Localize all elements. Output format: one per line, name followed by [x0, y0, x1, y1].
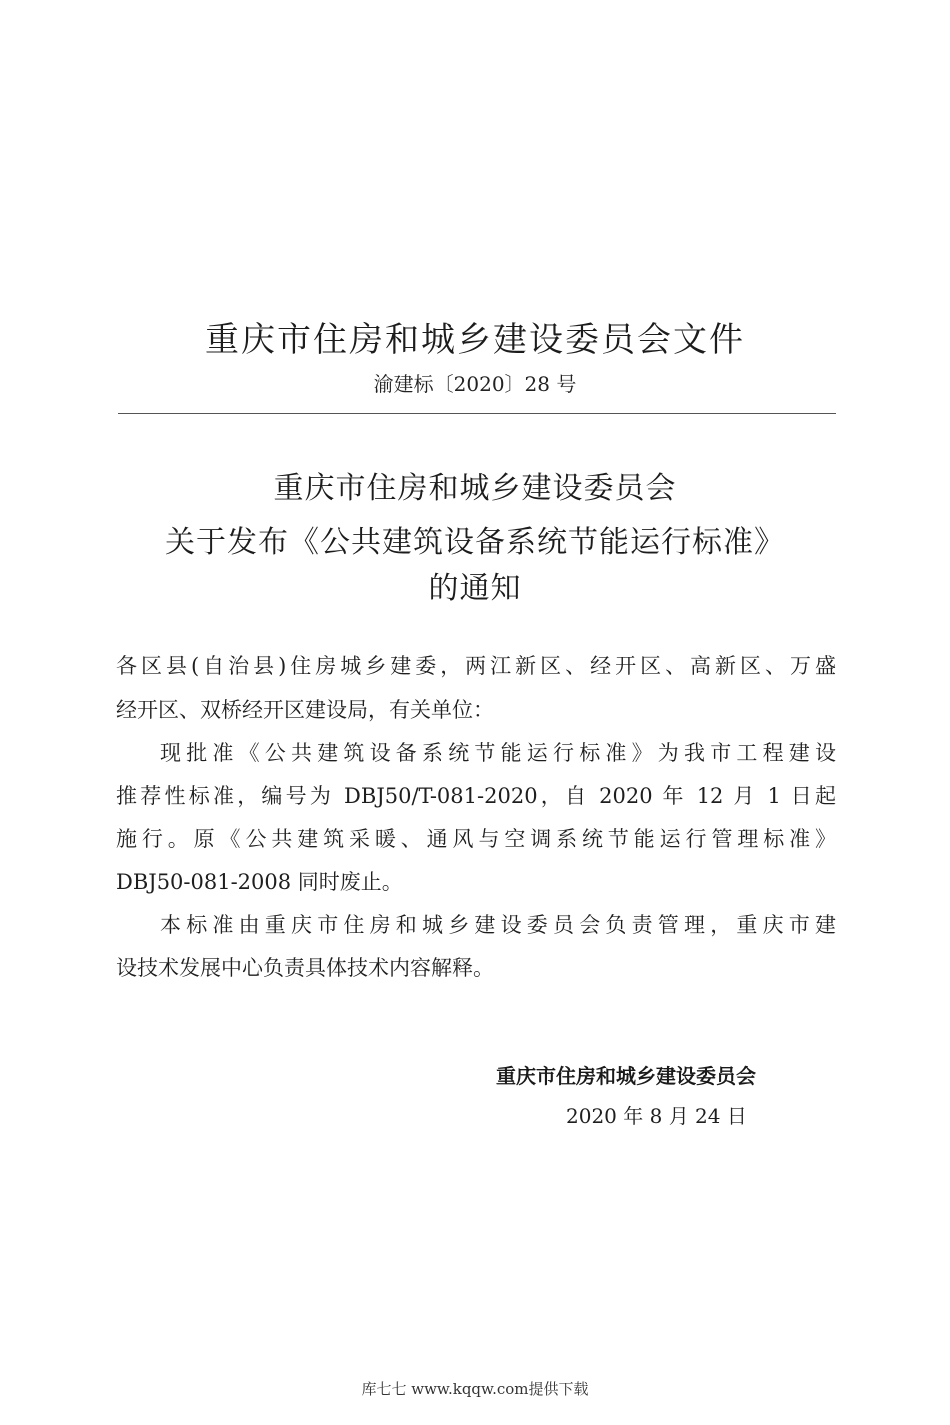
- paragraph-1-line-1: 现批准《公共建筑设备系统节能运行标准》为我市工程建设: [160, 741, 836, 765]
- header-divider: [118, 413, 836, 414]
- footer-watermark-text: 库七七 www.kqqw.com提供下载: [361, 1380, 589, 1398]
- recipients-line-1: 各区县(自治县)住房城乡建委，两江新区、经开区、高新区、万盛: [116, 654, 836, 678]
- paragraph-1-line-2: 推荐性标准，编号为 DBJ50/T-081-2020，自 2020 年 12 月 1 日起: [116, 784, 836, 808]
- document-header-title: 重庆市住房和城乡建设委员会文件: [205, 320, 745, 360]
- recipients-line-2: 经开区、双桥经开区建设局，有关单位：: [116, 698, 494, 722]
- notice-title-line-2: 关于发布《公共建筑设备系统节能运行标准》: [165, 525, 785, 560]
- document-number: 渝建标〔2020〕28 号: [373, 372, 577, 396]
- signature-organization: 重庆市住房和城乡建设委员会: [496, 1064, 756, 1088]
- notice-title-line-1: 重庆市住房和城乡建设委员会: [273, 471, 677, 506]
- paragraph-1-line-4: DBJ50-081-2008 同时废止。: [116, 870, 403, 894]
- paragraph-2-line-1: 本标准由重庆市住房和城乡建设委员会负责管理，重庆市建: [160, 913, 836, 937]
- paragraph-2-line-2: 设技术发展中心负责具体技术内容解释。: [116, 956, 494, 980]
- notice-title-line-3: 的通知: [428, 571, 522, 606]
- paragraph-1-line-3: 施行。原《公共建筑采暖、通风与空调系统节能运行管理标准》: [116, 827, 836, 851]
- signature-date: 2020 年 8 月 24 日: [566, 1104, 747, 1128]
